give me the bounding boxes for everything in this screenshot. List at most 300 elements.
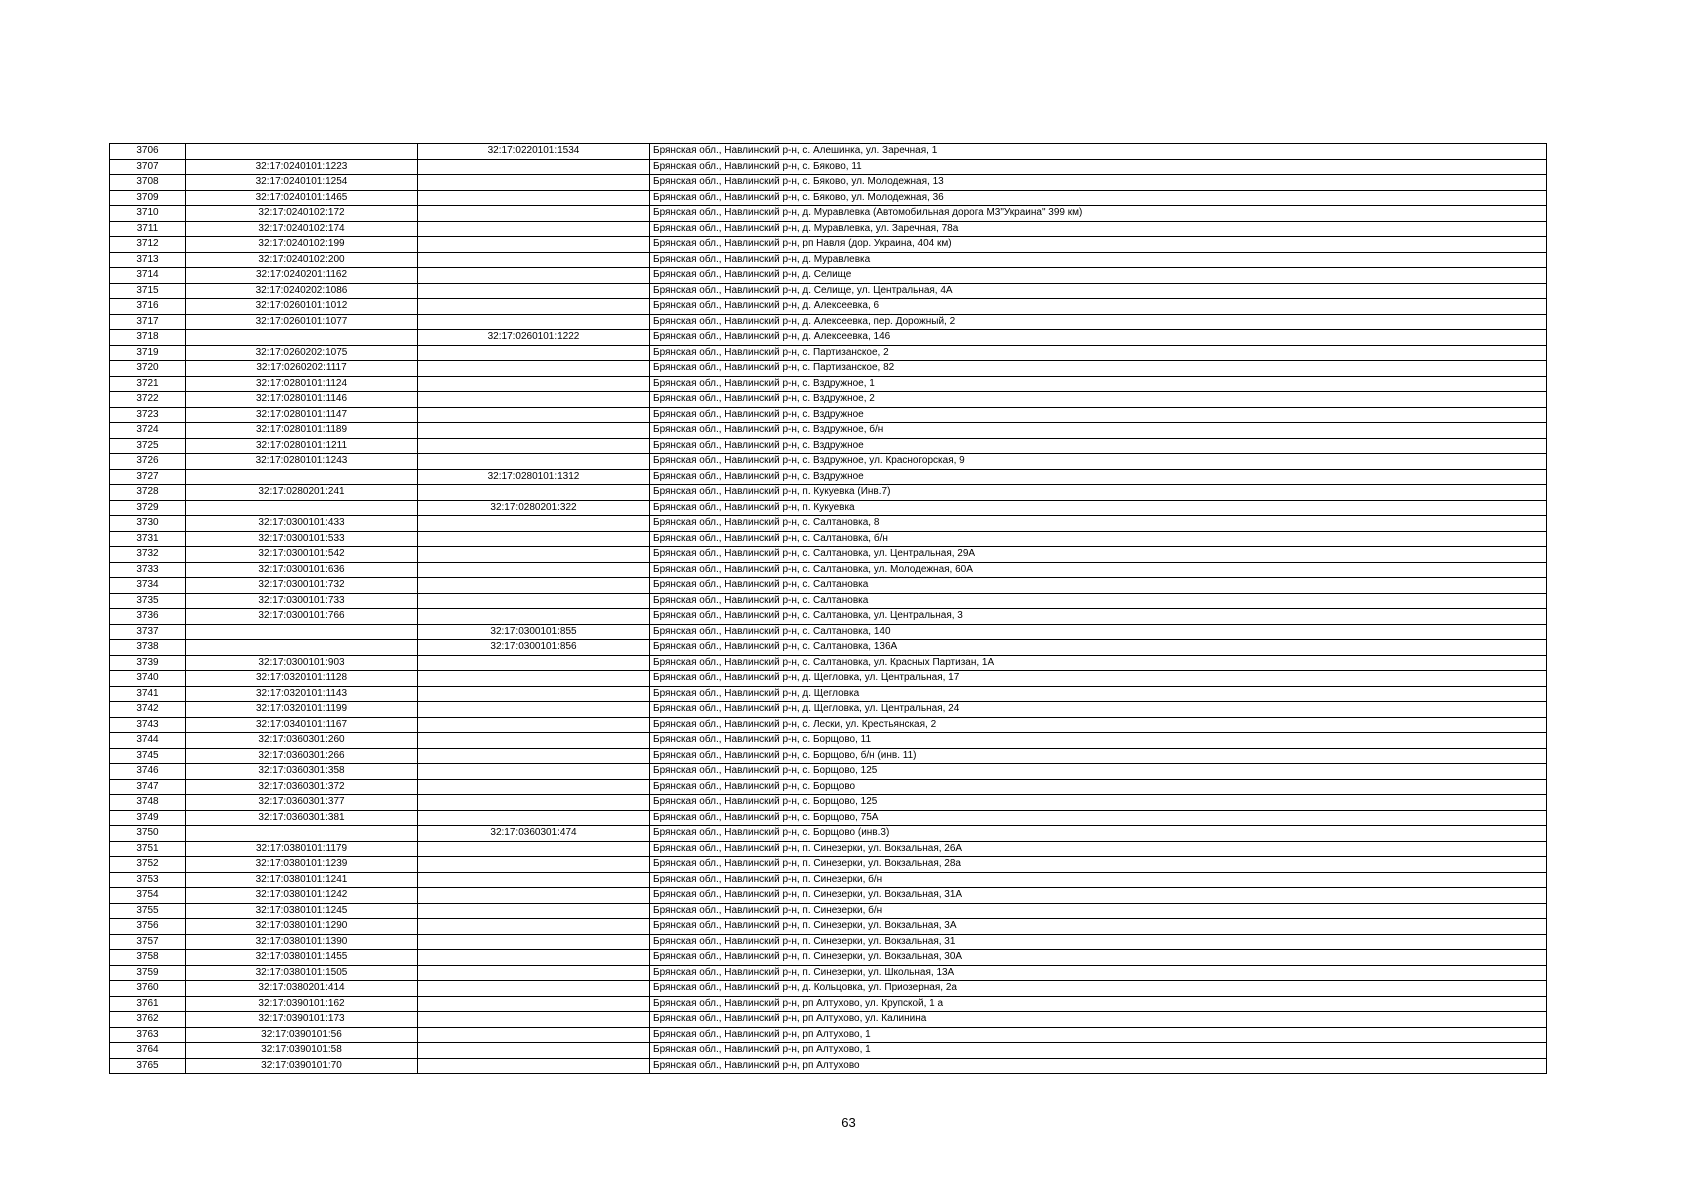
- table-row: [110, 671, 1547, 687]
- address-cell: Брянская обл., Навлинский р-н, п. Синезерки, ул. Вокзальная, 31: [650, 934, 1547, 950]
- row-number-cell: 3724: [110, 423, 186, 439]
- cadastral-number-cell: 32:17:0360301:372: [186, 779, 418, 795]
- table-row: [110, 826, 1547, 842]
- cadastral-number-cell: 32:17:0280101:1211: [186, 438, 418, 454]
- cadastral-number-alt-cell: 32:17:0260101:1222: [418, 330, 650, 346]
- row-number-cell: 3763: [110, 1027, 186, 1043]
- cadastral-number-alt-cell: [418, 934, 650, 950]
- table-row: [110, 950, 1547, 966]
- cadastral-number-cell: 32:17:0380101:1245: [186, 903, 418, 919]
- cadastral-number-alt-cell: [418, 175, 650, 191]
- row-number-cell: 3759: [110, 965, 186, 981]
- table-row: [110, 965, 1547, 981]
- cadastral-number-cell: 32:17:0240201:1162: [186, 268, 418, 284]
- cadastral-number-alt-cell: [418, 686, 650, 702]
- table-row: [110, 221, 1547, 237]
- cadastral-number-cell: 32:17:0340101:1167: [186, 717, 418, 733]
- address-cell: Брянская обл., Навлинский р-н, с. Салтановка, ул. Красных Партизан, 1А: [650, 655, 1547, 671]
- cadastral-number-alt-cell: [418, 872, 650, 888]
- row-number-cell: 3765: [110, 1058, 186, 1074]
- table-row: [110, 1012, 1547, 1028]
- table-row: [110, 686, 1547, 702]
- row-number-cell: 3732: [110, 547, 186, 563]
- address-cell: Брянская обл., Навлинский р-н, п. Синезерки, ул. Школьная, 13А: [650, 965, 1547, 981]
- table-row: [110, 562, 1547, 578]
- address-cell: Брянская обл., Навлинский р-н, с. Салтановка, 8: [650, 516, 1547, 532]
- table-row: [110, 655, 1547, 671]
- cadastral-number-cell: 32:17:0240101:1223: [186, 159, 418, 175]
- row-number-cell: 3719: [110, 345, 186, 361]
- row-number-cell: 3709: [110, 190, 186, 206]
- row-number-cell: 3742: [110, 702, 186, 718]
- table-row: [110, 779, 1547, 795]
- cadastral-number-alt-cell: [418, 748, 650, 764]
- cadastral-number-alt-cell: [418, 407, 650, 423]
- cadastral-number-cell: 32:17:0240102:174: [186, 221, 418, 237]
- row-number-cell: 3715: [110, 283, 186, 299]
- cadastral-number-alt-cell: [418, 810, 650, 826]
- cadastral-number-alt-cell: [418, 919, 650, 935]
- cadastral-number-cell: 32:17:0240102:172: [186, 206, 418, 222]
- table-row: [110, 640, 1547, 656]
- row-number-cell: 3744: [110, 733, 186, 749]
- table-row: [110, 330, 1547, 346]
- address-cell: Брянская обл., Навлинский р-н, с. Борщово, 125: [650, 795, 1547, 811]
- cadastral-number-cell: 32:17:0300101:542: [186, 547, 418, 563]
- row-number-cell: 3753: [110, 872, 186, 888]
- table-row: [110, 407, 1547, 423]
- address-cell: Брянская обл., Навлинский р-н, п. Синезерки, б/н: [650, 872, 1547, 888]
- address-cell: Брянская обл., Навлинский р-н, рп Алтухово, 1: [650, 1043, 1547, 1059]
- address-cell: Брянская обл., Навлинский р-н, д. Щегловка, ул. Центральная, 24: [650, 702, 1547, 718]
- address-cell: Брянская обл., Навлинский р-н, д. Кольцовка, ул. Приозерная, 2а: [650, 981, 1547, 997]
- cadastral-number-cell: 32:17:0260202:1075: [186, 345, 418, 361]
- table-row: [110, 1043, 1547, 1059]
- table-row: [110, 888, 1547, 904]
- table-row: [110, 392, 1547, 408]
- table-row: [110, 190, 1547, 206]
- cadastral-number-alt-cell: [418, 531, 650, 547]
- address-cell: Брянская обл., Навлинский р-н, с. Вздружное: [650, 469, 1547, 485]
- cadastral-number-alt-cell: [418, 485, 650, 501]
- cadastral-number-cell: 32:17:0280101:1243: [186, 454, 418, 470]
- cadastral-number-cell: 32:17:0240101:1465: [186, 190, 418, 206]
- address-cell: Брянская обл., Навлинский р-н, с. Вздружное, ул. Красногорская, 9: [650, 454, 1547, 470]
- address-cell: Брянская обл., Навлинский р-н, с. Салтановка: [650, 593, 1547, 609]
- cadastral-number-cell: [186, 826, 418, 842]
- table-row: [110, 206, 1547, 222]
- cadastral-number-alt-cell: [418, 345, 650, 361]
- cadastral-number-alt-cell: 32:17:0300101:855: [418, 624, 650, 640]
- row-number-cell: 3761: [110, 996, 186, 1012]
- cadastral-number-alt-cell: 32:17:0280101:1312: [418, 469, 650, 485]
- table-row: [110, 934, 1547, 950]
- table-row: [110, 764, 1547, 780]
- row-number-cell: 3750: [110, 826, 186, 842]
- cadastral-number-cell: 32:17:0300101:732: [186, 578, 418, 594]
- row-number-cell: 3734: [110, 578, 186, 594]
- table-row: [110, 159, 1547, 175]
- address-cell: Брянская обл., Навлинский р-н, д. Муравлевка: [650, 252, 1547, 268]
- table-row: [110, 810, 1547, 826]
- row-number-cell: 3764: [110, 1043, 186, 1059]
- table-row: [110, 996, 1547, 1012]
- cadastral-number-alt-cell: [418, 516, 650, 532]
- cadastral-number-alt-cell: [418, 438, 650, 454]
- cadastral-number-alt-cell: 32:17:0300101:856: [418, 640, 650, 656]
- cadastral-number-cell: [186, 624, 418, 640]
- cadastral-number-alt-cell: [418, 981, 650, 997]
- cadastral-number-alt-cell: [418, 547, 650, 563]
- row-number-cell: 3737: [110, 624, 186, 640]
- cadastral-number-alt-cell: [418, 252, 650, 268]
- table-row: [110, 578, 1547, 594]
- cadastral-number-cell: 32:17:0380101:1241: [186, 872, 418, 888]
- row-number-cell: 3749: [110, 810, 186, 826]
- page-number: 63: [841, 1115, 856, 1130]
- cadastral-number-alt-cell: [418, 717, 650, 733]
- table-row: [110, 593, 1547, 609]
- cadastral-number-alt-cell: [418, 237, 650, 253]
- cadastral-number-cell: 32:17:0380101:1239: [186, 857, 418, 873]
- address-cell: Брянская обл., Навлинский р-н, д. Селище: [650, 268, 1547, 284]
- address-cell: Брянская обл., Навлинский р-н, с. Вздружное, б/н: [650, 423, 1547, 439]
- table-row: [110, 795, 1547, 811]
- table-row: [110, 237, 1547, 253]
- address-cell: Брянская обл., Навлинский р-н, с. Вздружное, 1: [650, 376, 1547, 392]
- cadastral-number-alt-cell: [418, 888, 650, 904]
- row-number-cell: 3757: [110, 934, 186, 950]
- address-cell: Брянская обл., Навлинский р-н, д. Алексеевка, 6: [650, 299, 1547, 315]
- table-row: [110, 1027, 1547, 1043]
- address-cell: Брянская обл., Навлинский р-н, с. Бяково, ул. Молодежная, 36: [650, 190, 1547, 206]
- cadastral-number-cell: 32:17:0360301:381: [186, 810, 418, 826]
- row-number-cell: 3711: [110, 221, 186, 237]
- cadastral-number-cell: 32:17:0360301:377: [186, 795, 418, 811]
- row-number-cell: 3762: [110, 1012, 186, 1028]
- address-cell: Брянская обл., Навлинский р-н, рп Алтухово: [650, 1058, 1547, 1074]
- row-number-cell: 3726: [110, 454, 186, 470]
- row-number-cell: 3731: [110, 531, 186, 547]
- address-cell: Брянская обл., Навлинский р-н, п. Синезерки, ул. Вокзальная, 26А: [650, 841, 1547, 857]
- row-number-cell: 3747: [110, 779, 186, 795]
- table-row: [110, 423, 1547, 439]
- cadastral-number-alt-cell: 32:17:0280201:322: [418, 500, 650, 516]
- address-cell: Брянская обл., Навлинский р-н, с. Борщово (инв.3): [650, 826, 1547, 842]
- cadastral-number-cell: 32:17:0320101:1143: [186, 686, 418, 702]
- address-cell: Брянская обл., Навлинский р-н, рп Алтухово, ул. Крупской, 1 а: [650, 996, 1547, 1012]
- cadastral-number-cell: 32:17:0300101:433: [186, 516, 418, 532]
- row-number-cell: 3720: [110, 361, 186, 377]
- row-number-cell: 3735: [110, 593, 186, 609]
- row-number-cell: 3733: [110, 562, 186, 578]
- cadastral-number-cell: 32:17:0280201:241: [186, 485, 418, 501]
- cadastral-number-cell: 32:17:0320101:1199: [186, 702, 418, 718]
- cadastral-number-alt-cell: [418, 593, 650, 609]
- address-cell: Брянская обл., Навлинский р-н, рп Навля (дор. Украина, 404 км): [650, 237, 1547, 253]
- table-row: [110, 268, 1547, 284]
- address-cell: Брянская обл., Навлинский р-н, с. Салтановка: [650, 578, 1547, 594]
- cadastral-number-alt-cell: [418, 609, 650, 625]
- cadastral-number-cell: [186, 144, 418, 160]
- table-row: [110, 531, 1547, 547]
- table-row: [110, 841, 1547, 857]
- address-cell: Брянская обл., Навлинский р-н, д. Муравлевка (Автомобильная дорога М3"Украина" 399 км): [650, 206, 1547, 222]
- address-cell: Брянская обл., Навлинский р-н, с. Борщово: [650, 779, 1547, 795]
- cadastral-number-cell: 32:17:0280101:1124: [186, 376, 418, 392]
- cadastral-number-cell: 32:17:0390101:162: [186, 996, 418, 1012]
- cadastral-number-cell: 32:17:0300101:766: [186, 609, 418, 625]
- address-cell: Брянская обл., Навлинский р-н, с. Борщово, б/н (инв. 11): [650, 748, 1547, 764]
- address-cell: Брянская обл., Навлинский р-н, с. Салтановка, ул. Молодежная, 60А: [650, 562, 1547, 578]
- cadastral-number-alt-cell: [418, 283, 650, 299]
- table-row: [110, 903, 1547, 919]
- row-number-cell: 3725: [110, 438, 186, 454]
- table-row: [110, 485, 1547, 501]
- cadastral-number-alt-cell: [418, 1058, 650, 1074]
- cadastral-number-cell: 32:17:0280101:1189: [186, 423, 418, 439]
- row-number-cell: 3738: [110, 640, 186, 656]
- cadastral-number-alt-cell: [418, 795, 650, 811]
- address-cell: Брянская обл., Навлинский р-н, с. Вздружное: [650, 438, 1547, 454]
- cadastral-number-cell: 32:17:0300101:533: [186, 531, 418, 547]
- address-cell: Брянская обл., Навлинский р-н, д. Селище, ул. Центральная, 4А: [650, 283, 1547, 299]
- cadastral-number-cell: 32:17:0380201:414: [186, 981, 418, 997]
- cadastral-number-cell: 32:17:0380101:1290: [186, 919, 418, 935]
- table-row: [110, 252, 1547, 268]
- address-cell: Брянская обл., Навлинский р-н, рп Алтухово, ул. Калинина: [650, 1012, 1547, 1028]
- cadastral-number-alt-cell: [418, 950, 650, 966]
- cadastral-number-cell: 32:17:0240102:199: [186, 237, 418, 253]
- table-row: [110, 516, 1547, 532]
- row-number-cell: 3758: [110, 950, 186, 966]
- address-cell: Брянская обл., Навлинский р-н, с. Борщово, 75А: [650, 810, 1547, 826]
- address-cell: Брянская обл., Навлинский р-н, п. Кукуевка: [650, 500, 1547, 516]
- cadastral-number-alt-cell: [418, 361, 650, 377]
- table-row: [110, 702, 1547, 718]
- table-row: [110, 1058, 1547, 1074]
- table-row: [110, 438, 1547, 454]
- cadastral-number-alt-cell: [418, 857, 650, 873]
- cadastral-number-alt-cell: [418, 562, 650, 578]
- cadastral-number-alt-cell: 32:17:0220101:1534: [418, 144, 650, 160]
- row-number-cell: 3714: [110, 268, 186, 284]
- cadastral-number-cell: 32:17:0240202:1086: [186, 283, 418, 299]
- address-cell: Брянская обл., Навлинский р-н, п. Синезерки, ул. Вокзальная, 31А: [650, 888, 1547, 904]
- cadastral-number-cell: 32:17:0380101:1242: [186, 888, 418, 904]
- cadastral-number-cell: 32:17:0360301:266: [186, 748, 418, 764]
- cadastral-number-cell: [186, 469, 418, 485]
- table-row: [110, 919, 1547, 935]
- address-cell: Брянская обл., Навлинский р-н, с. Партизанское, 82: [650, 361, 1547, 377]
- address-cell: Брянская обл., Навлинский р-н, с. Салтановка, 140: [650, 624, 1547, 640]
- table-row: [110, 299, 1547, 315]
- cadastral-number-alt-cell: [418, 764, 650, 780]
- address-cell: Брянская обл., Навлинский р-н, п. Синезерки, ул. Вокзальная, 30А: [650, 950, 1547, 966]
- address-cell: Брянская обл., Навлинский р-н, д. Алексеевка, 146: [650, 330, 1547, 346]
- cadastral-number-alt-cell: [418, 733, 650, 749]
- cadastral-number-alt-cell: [418, 190, 650, 206]
- cadastral-number-alt-cell: [418, 376, 650, 392]
- cadastral-number-cell: 32:17:0380101:1505: [186, 965, 418, 981]
- cadastral-number-cell: 32:17:0280101:1147: [186, 407, 418, 423]
- cadastral-number-cell: 32:17:0240101:1254: [186, 175, 418, 191]
- cadastral-number-cell: [186, 500, 418, 516]
- row-number-cell: 3722: [110, 392, 186, 408]
- table-row: [110, 175, 1547, 191]
- address-cell: Брянская обл., Навлинский р-н, с. Вздружное, 2: [650, 392, 1547, 408]
- cadastral-number-alt-cell: [418, 671, 650, 687]
- cadastral-number-alt-cell: [418, 392, 650, 408]
- address-cell: Брянская обл., Навлинский р-н, с. Борщово, 125: [650, 764, 1547, 780]
- address-cell: Брянская обл., Навлинский р-н, п. Синезерки, б/н: [650, 903, 1547, 919]
- address-cell: Брянская обл., Навлинский р-н, д. Алексеевка, пер. Дорожный, 2: [650, 314, 1547, 330]
- row-number-cell: 3707: [110, 159, 186, 175]
- cadastral-number-alt-cell: [418, 996, 650, 1012]
- cadastral-number-cell: 32:17:0260101:1077: [186, 314, 418, 330]
- address-cell: Брянская обл., Навлинский р-н, с. Бяково, ул. Молодежная, 13: [650, 175, 1547, 191]
- address-cell: Брянская обл., Навлинский р-н, с. Партизанское, 2: [650, 345, 1547, 361]
- table-row: [110, 376, 1547, 392]
- cadastral-number-alt-cell: [418, 779, 650, 795]
- table-row: [110, 733, 1547, 749]
- row-number-cell: 3746: [110, 764, 186, 780]
- cadastral-number-alt-cell: [418, 454, 650, 470]
- table-row: [110, 748, 1547, 764]
- cadastral-number-alt-cell: [418, 423, 650, 439]
- table-row: [110, 283, 1547, 299]
- row-number-cell: 3723: [110, 407, 186, 423]
- row-number-cell: 3728: [110, 485, 186, 501]
- cadastral-number-alt-cell: [418, 268, 650, 284]
- cadastral-number-alt-cell: 32:17:0360301:474: [418, 826, 650, 842]
- table-row: [110, 547, 1547, 563]
- table-row: [110, 717, 1547, 733]
- row-number-cell: 3718: [110, 330, 186, 346]
- cadastral-number-cell: [186, 330, 418, 346]
- cadastral-number-alt-cell: [418, 299, 650, 315]
- address-cell: Брянская обл., Навлинский р-н, с. Салтановка, 136А: [650, 640, 1547, 656]
- address-cell: Брянская обл., Навлинский р-н, п. Синезерки, ул. Вокзальная, 28а: [650, 857, 1547, 873]
- row-number-cell: 3721: [110, 376, 186, 392]
- row-number-cell: 3730: [110, 516, 186, 532]
- cadastral-number-alt-cell: [418, 1027, 650, 1043]
- row-number-cell: 3756: [110, 919, 186, 935]
- table-row: [110, 500, 1547, 516]
- cadastral-number-cell: 32:17:0380101:1390: [186, 934, 418, 950]
- cadastral-number-alt-cell: [418, 655, 650, 671]
- cadastral-table: [109, 143, 1547, 1074]
- row-number-cell: 3712: [110, 237, 186, 253]
- row-number-cell: 3748: [110, 795, 186, 811]
- address-cell: Брянская обл., Навлинский р-н, п. Кукуевка (Инв.7): [650, 485, 1547, 501]
- cadastral-number-cell: 32:17:0360301:358: [186, 764, 418, 780]
- cadastral-number-cell: 32:17:0300101:733: [186, 593, 418, 609]
- row-number-cell: 3745: [110, 748, 186, 764]
- table-row: [110, 144, 1547, 160]
- cadastral-number-cell: 32:17:0390101:56: [186, 1027, 418, 1043]
- address-cell: Брянская обл., Навлинский р-н, д. Щегловка, ул. Центральная, 17: [650, 671, 1547, 687]
- row-number-cell: 3752: [110, 857, 186, 873]
- row-number-cell: 3708: [110, 175, 186, 191]
- cadastral-number-alt-cell: [418, 206, 650, 222]
- table-row: [110, 857, 1547, 873]
- cadastral-number-cell: 32:17:0240102:200: [186, 252, 418, 268]
- cadastral-number-cell: 32:17:0260202:1117: [186, 361, 418, 377]
- table-row: [110, 361, 1547, 377]
- row-number-cell: 3755: [110, 903, 186, 919]
- cadastral-number-cell: 32:17:0320101:1128: [186, 671, 418, 687]
- cadastral-number-cell: 32:17:0260101:1012: [186, 299, 418, 315]
- row-number-cell: 3736: [110, 609, 186, 625]
- row-number-cell: 3710: [110, 206, 186, 222]
- table-row: [110, 872, 1547, 888]
- row-number-cell: 3751: [110, 841, 186, 857]
- address-cell: Брянская обл., Навлинский р-н, с. Борщово, 11: [650, 733, 1547, 749]
- cadastral-number-cell: 32:17:0390101:58: [186, 1043, 418, 1059]
- address-cell: Брянская обл., Навлинский р-н, п. Синезерки, ул. Вокзальная, 3А: [650, 919, 1547, 935]
- cadastral-number-alt-cell: [418, 221, 650, 237]
- address-cell: Брянская обл., Навлинский р-н, д. Щегловка: [650, 686, 1547, 702]
- row-number-cell: 3727: [110, 469, 186, 485]
- cadastral-number-cell: 32:17:0380101:1179: [186, 841, 418, 857]
- cadastral-number-alt-cell: [418, 1043, 650, 1059]
- address-cell: Брянская обл., Навлинский р-н, с. Бяково, 11: [650, 159, 1547, 175]
- cadastral-number-cell: 32:17:0390101:173: [186, 1012, 418, 1028]
- table-row: [110, 609, 1547, 625]
- row-number-cell: 3739: [110, 655, 186, 671]
- row-number-cell: 3713: [110, 252, 186, 268]
- cadastral-number-cell: 32:17:0280101:1146: [186, 392, 418, 408]
- table-row: [110, 624, 1547, 640]
- cadastral-number-alt-cell: [418, 578, 650, 594]
- cadastral-number-alt-cell: [418, 903, 650, 919]
- cadastral-number-cell: [186, 640, 418, 656]
- cadastral-number-alt-cell: [418, 314, 650, 330]
- address-cell: Брянская обл., Навлинский р-н, с. Алешинка, ул. Заречная, 1: [650, 144, 1547, 160]
- cadastral-number-cell: 32:17:0300101:903: [186, 655, 418, 671]
- cadastral-number-alt-cell: [418, 1012, 650, 1028]
- cadastral-number-alt-cell: [418, 965, 650, 981]
- row-number-cell: 3754: [110, 888, 186, 904]
- cadastral-number-cell: 32:17:0360301:260: [186, 733, 418, 749]
- table-body: [110, 144, 1547, 1074]
- address-cell: Брянская обл., Навлинский р-н, с. Вздружное: [650, 407, 1547, 423]
- table-row: [110, 981, 1547, 997]
- address-cell: Брянская обл., Навлинский р-н, с. Лески, ул. Крестьянская, 2: [650, 717, 1547, 733]
- row-number-cell: 3760: [110, 981, 186, 997]
- row-number-cell: 3706: [110, 144, 186, 160]
- table-row: [110, 345, 1547, 361]
- cadastral-number-alt-cell: [418, 841, 650, 857]
- table-row: [110, 314, 1547, 330]
- cadastral-number-alt-cell: [418, 702, 650, 718]
- row-number-cell: 3717: [110, 314, 186, 330]
- row-number-cell: 3729: [110, 500, 186, 516]
- row-number-cell: 3743: [110, 717, 186, 733]
- cadastral-number-cell: 32:17:0300101:636: [186, 562, 418, 578]
- cadastral-number-alt-cell: [418, 159, 650, 175]
- address-cell: Брянская обл., Навлинский р-н, с. Салтановка, ул. Центральная, 29А: [650, 547, 1547, 563]
- row-number-cell: 3741: [110, 686, 186, 702]
- row-number-cell: 3740: [110, 671, 186, 687]
- address-cell: Брянская обл., Навлинский р-н, с. Салтановка, б/н: [650, 531, 1547, 547]
- cadastral-number-cell: 32:17:0380101:1455: [186, 950, 418, 966]
- cadastral-number-cell: 32:17:0390101:70: [186, 1058, 418, 1074]
- row-number-cell: 3716: [110, 299, 186, 315]
- address-cell: Брянская обл., Навлинский р-н, д. Муравлевка, ул. Заречная, 78а: [650, 221, 1547, 237]
- table-row: [110, 454, 1547, 470]
